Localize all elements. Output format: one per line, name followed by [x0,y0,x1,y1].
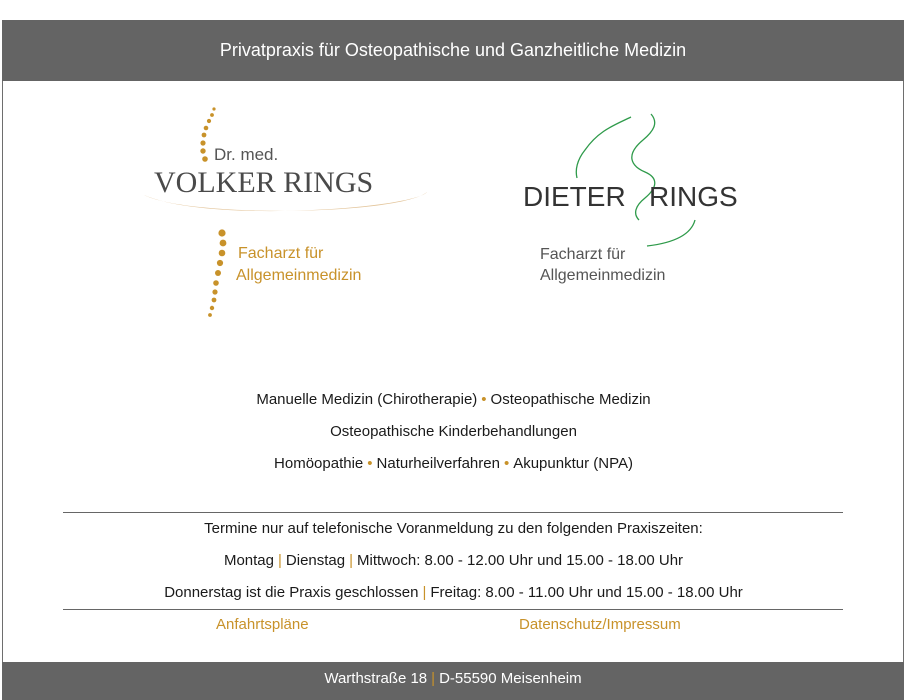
bullet: • [503,455,510,472]
separator: | [349,552,354,569]
spine-dots-icon [200,107,226,317]
logo-volker-line2: Allgemeinmedizin [236,267,362,284]
service-item: Osteopathische Kinderbehandlungen [330,423,577,440]
logo-dieter-rings [515,100,775,300]
logo-volker-rings [130,100,450,325]
hours-line-1 [0,545,907,577]
service-item: Akupunktur (NPA) [513,455,633,472]
service-item: Homöopathie [274,455,364,472]
footer-bar [2,662,904,700]
hours-day: Freitag: 8.00 - 11.00 Uhr und 15.00 - 18.00 Uhr [430,584,743,601]
logo-volker-prefix: Dr. med. [214,145,279,164]
bullet: • [481,391,487,408]
logo-volker-name: VOLKER RINGS [154,166,374,199]
hours-day: Donnerstag ist die Praxis geschlossen [164,584,419,601]
logo-dieter-line2: Allgemeinmedizin [540,267,666,284]
separator: | [431,670,436,687]
header-bar [2,20,904,81]
hours-day: Dienstag [285,552,346,569]
services-row-1 [0,385,907,417]
office-hours [0,513,907,609]
privacy-link[interactable]: Datenschutz/Impressum [519,616,681,633]
wave-line-3-icon [647,220,695,246]
service-item: Manuelle Medizin (Chirotherapie) [256,391,478,408]
wave-line-icon [576,117,631,178]
bullet: • [367,455,373,472]
hours-day: Mittwoch: 8.00 - 12.00 Uhr und 15.00 - 18.00 Uhr [357,552,684,569]
services-row-2 [0,417,907,449]
footer-street: Warthstraße 18 [324,670,428,687]
logo-dieter-last: RINGS [649,181,738,212]
services-list [0,385,907,481]
separator: | [278,552,282,569]
services-row-3 [0,449,907,481]
directions-link[interactable]: Anfahrtspläne [216,616,309,633]
logos-area [0,95,907,335]
service-item: Osteopathische Medizin [490,391,651,408]
footer-city: D-55590 Meisenheim [439,670,582,687]
hours-line-2 [0,577,907,609]
logo-volker-line1: Facharzt für [238,245,324,262]
hours-intro: Termine nur auf telefonische Voranmeldung zu den folgenden Praxiszeiten: [204,520,703,537]
service-item: Naturheilverfahren [376,455,500,472]
logo-dieter-first: DIETER [523,181,626,212]
hours-day: Montag [223,552,274,569]
links-row [0,610,907,640]
logo-dieter-line1: Facharzt für [540,246,626,263]
header-title: Privatpraxis für Osteopathische und Ganzheitliche Medizin [219,40,687,60]
separator: | [422,584,427,601]
